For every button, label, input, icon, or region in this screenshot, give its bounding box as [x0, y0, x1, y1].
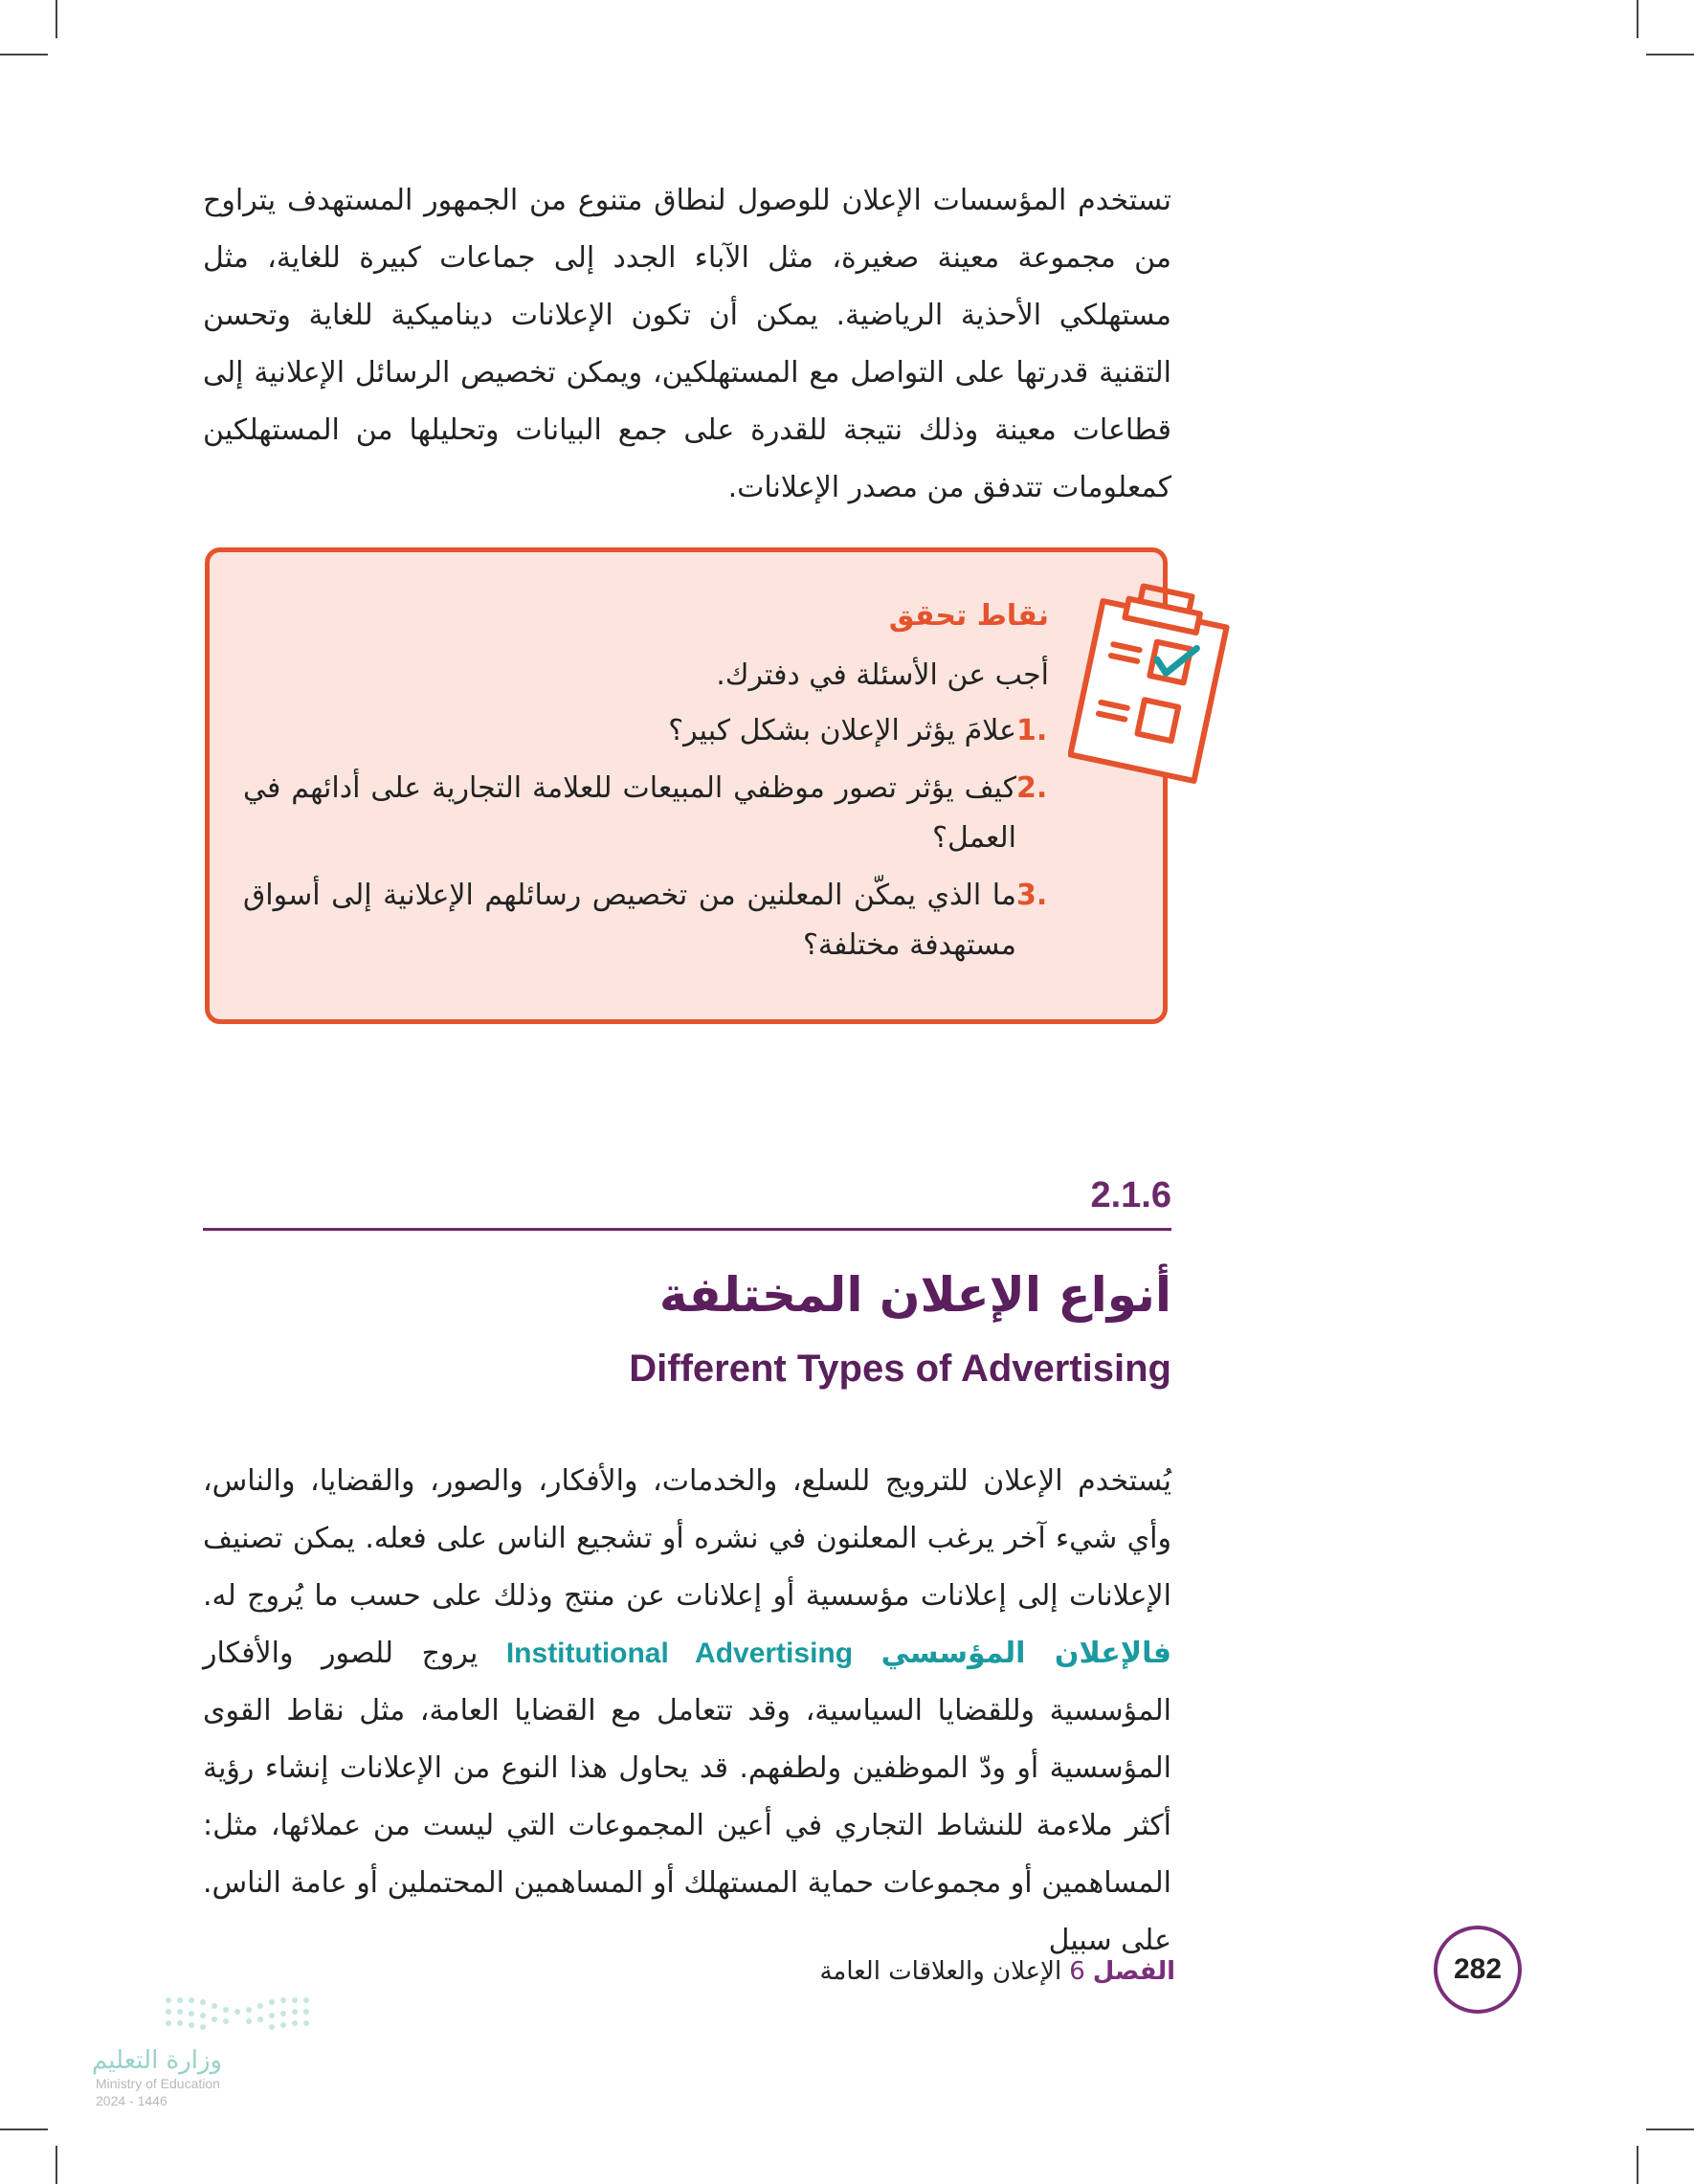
question-number: 3.	[1016, 879, 1048, 912]
section-title-arabic: أنواع الإعلان المختلفة	[658, 1267, 1171, 1323]
crop-mark	[0, 54, 48, 56]
body-text-part1: يُستخدم الإعلان للترويج للسلع، والخدمات، والأفكار، والصور، والقضايا، والناس، وأي شيء آخر يرغب المعلنون في نشره أو تشجيع الناس على فعله. يمكن تصنيف الإعلانات إلى إعلانات مؤسسية أو إعلانات عن منتج وذلك على حسب ما يُروج له.	[203, 1464, 1171, 1613]
ministry-dots-icon	[163, 1993, 316, 2035]
question-text: ما الذي يمكّن المعلنين من تخصيص رسائلهم الإعلانية إلى أسواق مستهدفة مختلفة؟	[243, 879, 1016, 962]
body-section	[203, 1453, 1171, 1970]
question-text: كيف يؤثر تصور موظفي المبيعات للعلامة التجارية على أدائهم في العمل؟	[243, 771, 1016, 855]
checkpoints-instruction: أجب عن الأسئلة في دفترك.	[716, 658, 1049, 692]
page-number: 282	[1434, 1926, 1522, 2014]
ministry-name-arabic: وزارة التعليم	[92, 2046, 223, 2075]
question-item	[243, 764, 1049, 863]
checkpoints-title: نقاط تحقق	[888, 599, 1049, 633]
chapter-label: الفصل	[1092, 1957, 1175, 1986]
crop-mark	[56, 2146, 57, 2184]
body-text-part2: يروج للصور والأفكار المؤسسية وللقضايا السياسية، وقد تتعامل مع القضايا العامة، مثل نقاط القوى المؤسسية أو ودّ الموظفين ولطفهم. قد يحاول هذا النوع من الإعلانات إنشاء رؤية أكثر ملاءمة للنشاط التجاري في أعين المجموعات التي ليست من عملائها، مثل: المساهمين أو مجموعات حماية المستهلك أو المساهمين المحتملين أو عامة الناس. على سبيل	[203, 1637, 1171, 1957]
chapter-footer	[574, 1952, 1175, 1991]
intro-section	[203, 172, 1171, 517]
crop-mark	[1637, 2146, 1638, 2184]
question-number: 2.	[1016, 771, 1048, 805]
body-paragraph	[203, 1453, 1171, 1970]
term-english: Institutional Advertising	[505, 1638, 854, 1669]
section-title-english: Different Types of Advertising	[629, 1348, 1171, 1390]
question-item	[243, 871, 1049, 970]
chapter-number: 6	[1069, 1957, 1085, 1986]
crop-mark	[56, 0, 57, 38]
crop-mark	[0, 2128, 48, 2130]
intro-paragraph: تستخدم المؤسسات الإعلان للوصول لنطاق متنوع من الجمهور المستهدف يتراوح من مجموعة معينة صغيرة، مثل الآباء الجدد إلى جماعات كبيرة للغاية، مثل مستهلكي الأحذية الرياضية. يمكن أن تكون الإعلانات ديناميكية للغاية وتحسن التقنية قدرتها على التواصل مع المستهلكين، ويمكن تخصيص الرسائل الإعلانية إلى قطاعات معينة وذلك نتيجة للقدرة على جمع البيانات وتحليلها من المستهلكين كمعلومات تتدفق من مصدر الإعلانات.	[203, 184, 1171, 504]
chapter-title: الإعلان والعلاقات العامة	[819, 1957, 1062, 1986]
term-arabic: فالإعلان المؤسسي	[880, 1637, 1171, 1670]
section-divider	[203, 1228, 1171, 1231]
clipboard-checklist-icon	[1068, 568, 1240, 789]
question-number: 1.	[1016, 714, 1048, 747]
ministry-name-english: Ministry of Education	[96, 2076, 220, 2091]
question-text: علامَ يؤثر الإعلان بشكل كبير؟	[668, 714, 1016, 747]
ministry-year: 2024 - 1446	[96, 2093, 167, 2108]
question-item	[243, 706, 1049, 756]
crop-mark	[1646, 54, 1694, 56]
checkpoints-content	[243, 593, 1049, 978]
crop-mark	[1637, 0, 1638, 38]
crop-mark	[1646, 2128, 1694, 2130]
section-number: 2.1.6	[1090, 1175, 1171, 1215]
